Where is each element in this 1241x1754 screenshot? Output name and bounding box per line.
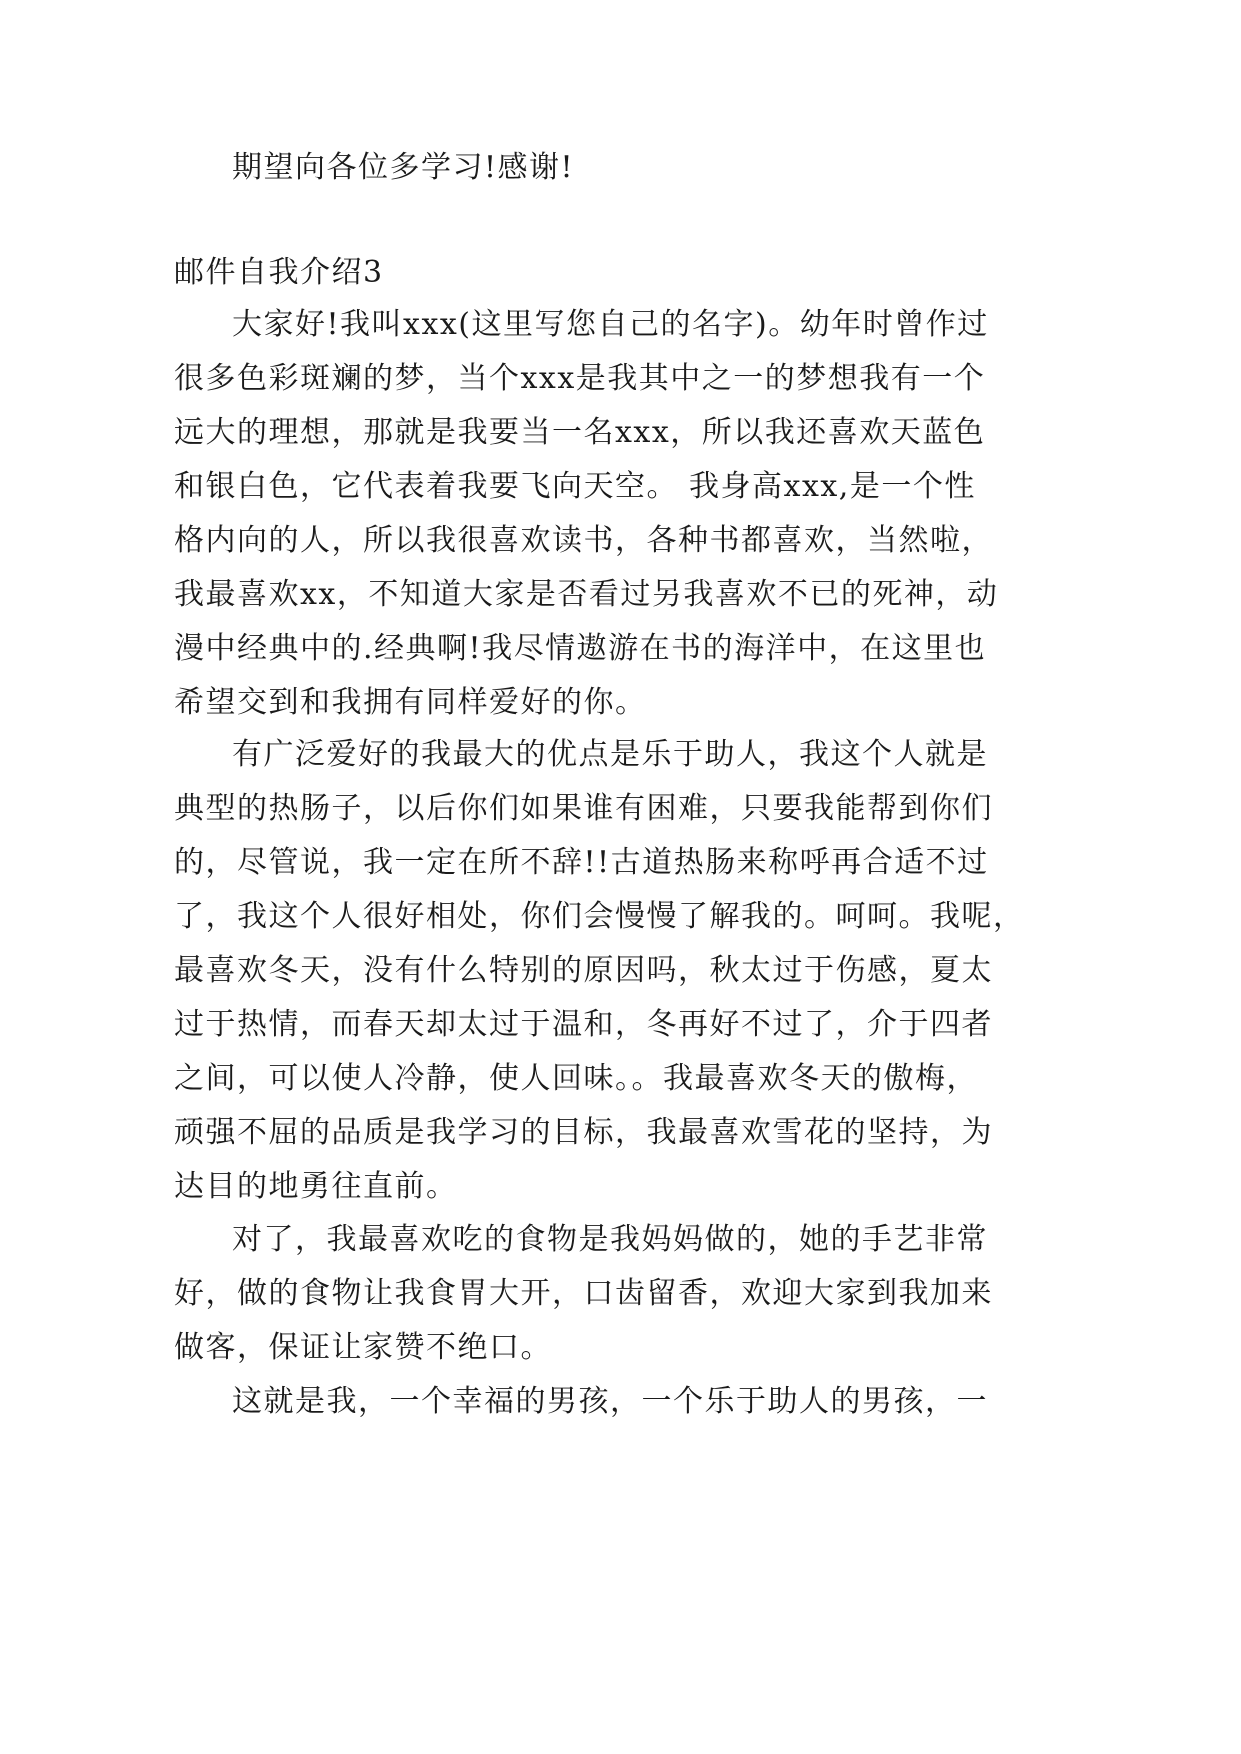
paragraph-line: 这就是我，一个幸福的男孩，一个乐于助人的男孩，一: [232, 1384, 988, 1419]
paragraph-line: 漫中经典中的.经典啊!我尽情遨游在书的海洋中，在这里也: [174, 631, 987, 666]
paragraph-line: 的，尽管说，我一定在所不辞!!古道热肠来称呼再合适不过: [174, 845, 989, 880]
paragraph-line: 典型的热肠子，以后你们如果谁有困难，只要我能帮到你们: [174, 791, 993, 826]
paragraph-line: 好，做的食物让我食胃大开，口齿留香，欢迎大家到我加来: [174, 1276, 993, 1311]
paragraph-line: 对了，我最喜欢吃的食物是我妈妈做的，她的手艺非常: [232, 1222, 988, 1257]
paragraph-line: 最喜欢冬天，没有什么特别的原因吗，秋太过于伤感，夏太: [174, 953, 993, 988]
paragraph-line: 希望交到和我拥有同样爱好的你。: [174, 685, 647, 720]
paragraph-line: 我最喜欢xx，不知道大家是否看过另我喜欢不已的死神，动: [174, 577, 999, 612]
paragraph-line: 远大的理想，那就是我要当一名xxx，所以我还喜欢天蓝色: [174, 415, 986, 450]
paragraph-line: 格内向的人，所以我很喜欢读书，各种书都喜欢，当然啦，: [174, 523, 993, 558]
section-title: 邮件自我介绍3: [174, 255, 384, 290]
paragraph-line: 很多色彩斑斓的梦，当个xxx是我其中之一的梦想我有一个: [174, 361, 986, 396]
paragraph-line: 有广泛爱好的我最大的优点是乐于助人，我这个人就是: [232, 737, 988, 772]
paragraph-line: 顽强不屈的品质是我学习的目标，我最喜欢雪花的坚持，为: [174, 1115, 993, 1150]
paragraph-line: 大家好!我叫xxx(这里写您自己的名字)。幼年时曾作过: [232, 307, 989, 342]
paragraph-line: 之间，可以使人冷静，使人回味。。我最喜欢冬天的傲梅，: [174, 1061, 978, 1096]
paragraph-line: 了，我这个人很好相处，你们会慢慢了解我的。呵呵。我呢，: [174, 899, 1025, 934]
paragraph-line: 和银白色，它代表着我要飞向天空。 我身高xxx,是一个性: [174, 469, 976, 504]
closing-line: 期望向各位多学习!感谢!: [232, 150, 575, 185]
paragraph-line: 过于热情，而春天却太过于温和，冬再好不过了，介于四者: [174, 1007, 993, 1042]
paragraph-line: 达目的地勇往直前。: [174, 1169, 458, 1204]
paragraph-line: 做客，保证让家赞不绝口。: [174, 1330, 552, 1365]
